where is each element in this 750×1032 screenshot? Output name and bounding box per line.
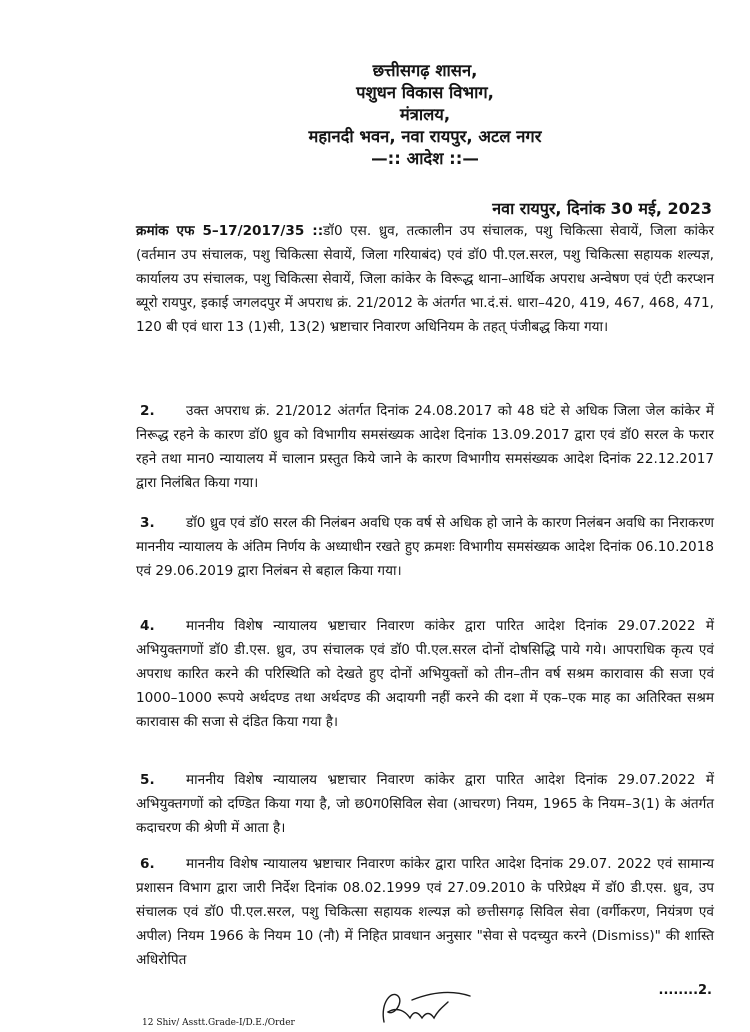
paragraph-5 [136, 768, 714, 840]
paragraph-4-text: माननीय विशेष न्यायालय भ्रष्टाचार निवारण कांकेर द्वारा पारित आदेश दिनांक 29.07.2022 में अभियुक्तगणों डॉ0 डी.एस. ध्रुव, उप संचालक एवं डॉ0 पी.एल.सरल दोनों दोषसिद्धि पाये गये। आपराधिक कृत्य एवं अपराध कारित करने की परिस्थिति को देखते हुए दोनों अभियुक्तों को तीन–तीन वर्ष सश्रम कारावास की सजा एवं 1000–1000 रूपये अर्थदण्ड तथा अर्थदण्ड की अदायगी नहीं करने की दशा में एक–एक माह का अतिरिक्त सश्रम कारावास की सजा से दंडित किया गया है। [136, 618, 714, 730]
order-date: नवा रायपुर, दिनांक 30 मई, 2023 [492, 199, 712, 218]
order-reference-number: क्रमांक एफ 5–17/2017/35 :: [136, 223, 324, 239]
government-name: छत्तीसगढ़ शासन, [372, 61, 478, 80]
paragraph-5-text: माननीय विशेष न्यायालय भ्रष्टाचार निवारण कांकेर द्वारा पारित आदेश दिनांक 29.07.2022 में अभियुक्तगणों को दण्डित किया गया है, जो छ0ग0सिविल सेवा (आचरण) नियम, 1965 के नियम–3(1) के अंतर्गत कदाचरण की श्रेणी में आता है। [136, 772, 714, 836]
letterhead [0, 60, 750, 170]
office-address: महानदी भवन, नवा रायपुर, अटल नगर [308, 127, 542, 146]
order-heading: —:: आदेश ::— [371, 149, 479, 168]
department-name: पशुधन विकास विभाग, [356, 83, 494, 102]
paragraph-1 [136, 219, 714, 339]
paragraph-2 [136, 399, 714, 495]
paragraph-3-number: 3. [140, 515, 155, 531]
file-reference-footer: 12 Shiv/ Asstt.Grade-I/D.E./Order [142, 1018, 295, 1028]
paragraph-6-text: माननीय विशेष न्यायालय भ्रष्टाचार निवारण कांकेर द्वारा पारित आदेश दिनांक 29.07. 2022 एवं सामान्य प्रशासन विभाग द्वारा जारी निर्देश दिनांक 08.02.1999 एवं 27.09.2010 के परिप्रेक्ष्य में डॉ0 डी.एस. ध्रुव, उप संचालक एवं डॉ0 पी.एल.सरल, पशु चिकित्सा सहायक शल्यज्ञ को छत्तीसगढ़ सिविल सेवा (वर्गीकरण, नियंत्रण एवं अपील) नियम 1966 के नियम 10 (नौ) में निहित प्रावधान अनुसार "सेवा से पदच्युत करने (Dismiss)" की शास्ति अधिरोपित [136, 856, 714, 968]
paragraph-3 [136, 511, 714, 583]
paragraph-4-number: 4. [140, 618, 155, 634]
paragraph-1-text: डॉ0 एस. ध्रुव, तत्कालीन उप संचालक, पशु चिकित्सा सेवायें, जिला कांकेर (वर्तमान उप संचालक, पशु चिकित्सा सेवायें, जिला गरियाबंद) एवं डॉ0 पी.एल.सरल, पशु चिकित्सा सहायक शल्यज्ञ, कार्यालय उप संचालक, पशु चिकित्सा सेवायें, जिला कांकेर के विरूद्ध थाना–आर्थिक अपराध अन्वेषण एवं एंटी करप्शन ब्यूरो रायपुर, इकाई जगलदपुर में अपराध क्रं. 21/2012 के अंतर्गत भा.दं.सं. धारा–420, 419, 467, 468, 471, 120 बी एवं धारा 13 (1)सी, 13(2) भ्रष्टाचार निवारण अधिनियम के तहत् पंजीबद्ध किया गया। [136, 223, 715, 335]
paragraph-5-number: 5. [140, 772, 155, 788]
page-continuation: ........2. [658, 983, 712, 998]
paragraph-2-number: 2. [140, 403, 155, 419]
ministry-name: मंत्रालय, [399, 105, 451, 124]
paragraph-3-text: डॉ0 ध्रुव एवं डॉ0 सरल की निलंबन अवधि एक वर्ष से अधिक हो जाने के कारण निलंबन अवधि का निराकरण माननीय न्यायालय के अंतिम निर्णय के अध्याधीन रखते हुए क्रमशः विभागीय समसंख्यक आदेश दिनांक 06.10.2018 एवं 29.06.2019 द्वारा निलंबन से बहाल किया गया। [136, 515, 714, 579]
paragraph-6 [136, 852, 714, 972]
paragraph-2-text: उक्त अपराध क्रं. 21/2012 अंतर्गत दिनांक 24.08.2017 को 48 घंटे से अधिक जिला जेल कांकेर में निरूद्ध रहने के कारण डॉ0 ध्रुव को विभागीय समसंख्यक आदेश दिनांक 13.09.2017 द्वारा एवं डॉ0 सरल के फरार रहने तथा मान0 न्यायालय में चालान प्रस्तुत किये जाने के कारण विभागीय समसंख्यक आदेश दिनांक 22.12.2017 द्वारा निलंबित किया गया। [136, 403, 714, 491]
paragraph-4 [136, 614, 714, 734]
handwritten-signature [372, 982, 492, 1032]
paragraph-6-number: 6. [140, 856, 155, 872]
